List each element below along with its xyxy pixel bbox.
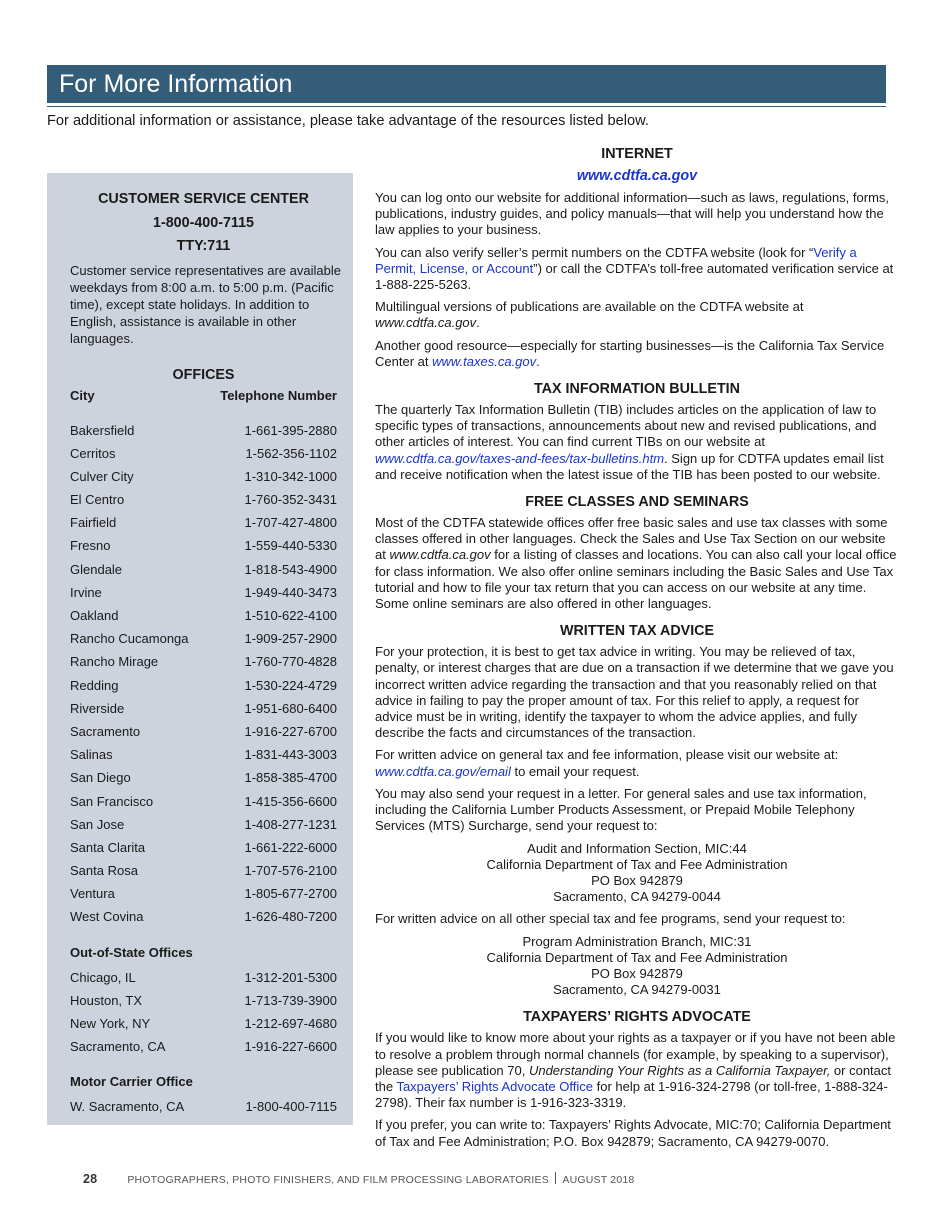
text-span: You can also verify seller’s permit numbers on the CDTFA website (look for “ — [375, 244, 814, 260]
office-city: Ventura — [70, 886, 115, 902]
office-phone: 1-713-739-3900 — [244, 992, 337, 1008]
publication-name: PHOTOGRAPHERS, PHOTO FINISHERS, AND FILM PROCESSING LABORATORIES — [127, 1174, 549, 1186]
out-of-state-list — [70, 966, 337, 1059]
text-span: ”) or call the CDTFA’s toll-free automated verification service at 1-888-225-5263. — [375, 260, 894, 293]
office-row — [70, 558, 337, 581]
office-city: Rancho Mirage — [70, 654, 159, 670]
tib-paragraph — [375, 402, 899, 483]
office-phone: 1-858-385-4700 — [244, 770, 337, 786]
classes-paragraph — [375, 515, 899, 612]
office-city: Santa Rosa — [70, 863, 138, 879]
address-line: California Department of Tax and Fee Administration — [486, 856, 788, 872]
office-city: Riverside — [70, 700, 125, 716]
office-phone: 1-559-440-5330 — [244, 538, 337, 554]
office-row — [70, 813, 337, 836]
tax-bulletins-link[interactable]: www.cdtfa.ca.gov/taxes-and-fees/tax-bulletins.htm — [375, 450, 665, 466]
office-row — [70, 627, 337, 650]
office-phone: 1-800-400-7115 — [245, 1099, 337, 1115]
office-phone: 1-562-356-1102 — [245, 445, 337, 461]
publication-date: AUGUST 2018 — [562, 1174, 635, 1186]
office-row — [70, 442, 337, 465]
text-span: . Sign up for CDTFA updates email list and receive notification when the latest issue of the TIB has been posted to our website. — [375, 450, 884, 482]
office-row — [70, 465, 337, 488]
page-number: 28 — [83, 1172, 98, 1186]
office-city: Fairfield — [70, 515, 117, 531]
office-phone: 1-707-427-4800 — [244, 515, 337, 531]
office-row — [70, 488, 337, 511]
office-phone: 1-760-770-4828 — [244, 654, 337, 670]
written-paragraph-4: For written advice on all other special tax and fee programs, send your request to: — [375, 911, 846, 927]
office-phone: 1-949-440-3473 — [244, 584, 337, 600]
office-city: Bakersfield — [70, 422, 135, 438]
column-header-city: City — [70, 387, 95, 403]
sidebar-panel — [47, 173, 353, 1125]
written-paragraph-2 — [375, 747, 899, 779]
office-row — [70, 836, 337, 859]
written-paragraph-1: For your protection, it is best to get tax advice in writing. You may be relieved of tax, penalty, or interest charges that are due on a transaction if we determine that we gave you incorrect written advice regarding the transaction and that you reasonably relied on that advice in failing to pay the proper amount of tax. For this relief to apply, a request for advice must be in writing, identify the taxpayer to whom the advice applies, and fully describe the facts and circumstances of the transaction. — [375, 644, 894, 741]
internet-paragraph-4 — [375, 338, 899, 370]
office-row — [70, 766, 337, 789]
office-phone: 1-916-227-6600 — [244, 1039, 337, 1055]
office-row — [70, 882, 337, 905]
motor-carrier-list — [70, 1095, 337, 1118]
office-city: Glendale — [70, 561, 123, 577]
address-line: Sacramento, CA 94279-0044 — [553, 889, 721, 905]
office-phone: 1-415-356-6600 — [244, 793, 337, 809]
page-footer — [83, 1172, 634, 1186]
text-span: Another good resource—especially for starting businesses—is the California Tax Service Center at — [375, 337, 885, 369]
office-city: Cerritos — [70, 445, 116, 461]
address-block-program — [375, 934, 899, 999]
office-row — [70, 511, 337, 534]
office-phone: 1-760-352-3431 — [244, 492, 337, 508]
office-row — [70, 989, 337, 1012]
motor-carrier-title: Motor Carrier Office — [70, 1074, 193, 1090]
office-city: Sacramento, CA — [70, 1039, 166, 1055]
office-row — [70, 674, 337, 697]
office-phone: 1-212-697-4680 — [244, 1016, 337, 1031]
address-line: Program Administration Branch, MIC:31 — [522, 933, 752, 949]
office-city: Chicago, IL — [70, 969, 136, 985]
text-span: If you would like to know more about your rights as a taxpayer or if you have not been able to resolve a problem through normal channels (for example, by speaking to a supervisor), please see publication 70, — [375, 1030, 896, 1078]
office-phone: 1-951-680-6400 — [244, 700, 337, 716]
office-city: San Jose — [70, 816, 125, 832]
office-row — [70, 1035, 337, 1058]
text-span: For written advice on general tax and fee information, please visit our website at: — [375, 747, 839, 763]
office-row — [70, 604, 337, 627]
text-span: . — [476, 315, 480, 331]
office-phone: 1-312-201-5300 — [244, 969, 337, 985]
office-city: Fresno — [70, 538, 111, 554]
taxes-ca-gov-link[interactable]: www.taxes.ca.gov — [432, 353, 537, 369]
office-row — [70, 697, 337, 720]
website-text: www.cdtfa.ca.gov — [375, 315, 477, 331]
office-city: West Covina — [70, 909, 144, 925]
csc-tty: TTY:711 — [176, 238, 231, 254]
csc-phone: 1-800-400-7115 — [153, 214, 254, 231]
office-city: San Francisco — [70, 793, 154, 809]
header-divider — [47, 106, 886, 107]
verify-permit-link[interactable]: Verify a Permit, License, or Account — [375, 244, 857, 276]
office-row — [70, 966, 337, 989]
page-title: For More Information — [47, 65, 886, 103]
address-line: PO Box 942879 — [591, 965, 683, 981]
address-block-audit — [375, 841, 899, 906]
office-row — [70, 859, 337, 882]
email-request-link[interactable]: www.cdtfa.ca.gov/email — [375, 763, 511, 779]
office-phone: 1-805-677-2700 — [244, 886, 337, 902]
text-span: The quarterly Tax Information Bulletin (TIB) includes articles on the application of law to specific types of transactions, announcements about new and revised publications, and other articles of interest. You can find current TIBs on our website at — [375, 402, 877, 450]
office-row — [70, 650, 337, 673]
office-row — [70, 534, 337, 557]
office-row — [70, 1095, 337, 1118]
office-phone: 1-408-277-1231 — [244, 816, 337, 832]
office-city: Culver City — [70, 468, 134, 484]
advocate-paragraph-1 — [375, 1030, 899, 1111]
office-row — [70, 905, 337, 928]
office-city: Rancho Cucamonga — [70, 631, 189, 647]
office-city: San Diego — [70, 770, 131, 786]
text-span: Multilingual versions of publications are available on the CDTFA website at — [375, 299, 804, 315]
office-city: El Centro — [70, 492, 125, 508]
csc-title: CUSTOMER SERVICE CENTER — [98, 191, 309, 207]
office-phone: 1-530-224-4729 — [244, 677, 337, 693]
office-phone: 1-707-576-2100 — [244, 863, 337, 879]
column-header-phone: Telephone Number — [220, 387, 337, 403]
office-row — [70, 419, 337, 442]
out-of-state-title: Out-of-State Offices — [70, 944, 193, 960]
address-line: Sacramento, CA 94279-0031 — [553, 982, 721, 998]
internet-paragraph-3 — [375, 299, 899, 331]
text-span: for a listing of classes and locations. You can also call your local office for class information. We also offer online seminars including the Basic Sales and Use Tax tutorial and how to file your tax return that you can access on our website at any time. Some online seminars are also offered in other languages. — [375, 547, 897, 612]
written-paragraph-3: You may also send your request in a letter. For general sales and use tax information, including the California Lumber Products Assessment, or Prepaid Mobile Telephony Services (MTS) Surcharge, send your request to: — [375, 785, 867, 834]
office-row — [70, 720, 337, 743]
offices-list — [70, 419, 337, 929]
office-phone: 1-661-222-6000 — [244, 839, 337, 855]
offices-title: OFFICES — [172, 366, 235, 383]
internet-title: INTERNET — [601, 146, 673, 162]
office-phone: 1-818-543-4900 — [244, 561, 337, 577]
footer-separator — [555, 1172, 557, 1184]
text-span: . — [536, 353, 540, 369]
office-city: Sacramento — [70, 723, 141, 739]
classes-title: FREE CLASSES AND SEMINARS — [525, 494, 749, 511]
office-phone: 1-626-480-7200 — [244, 909, 337, 925]
office-phone: 1-661-395-2880 — [244, 422, 337, 438]
office-row — [70, 581, 337, 604]
text-span: or contact the — [375, 1062, 892, 1094]
advocate-title: TAXPAYERS’ RIGHTS ADVOCATE — [523, 1009, 751, 1026]
office-phone: 1-510-622-4100 — [244, 608, 337, 623]
publication-title: Understanding Your Rights as a California Taxpayer, — [528, 1062, 831, 1078]
advocate-paragraph-2: If you prefer, you can write to: Taxpayers’ Rights Advocate, MIC:70; California Department of Tax and Fee Administration; P.O. Box 942879; Sacramento, CA 94279-0070. — [375, 1117, 891, 1149]
address-line: PO Box 942879 — [591, 872, 683, 888]
office-city: Oakland — [70, 608, 119, 623]
website-link[interactable]: www.cdtfa.ca.gov — [576, 168, 698, 184]
office-city: W. Sacramento, CA — [70, 1099, 185, 1115]
office-city: Salinas — [70, 747, 113, 763]
office-city: Santa Clarita — [70, 839, 146, 855]
office-phone: 1-310-342-1000 — [244, 468, 337, 484]
advocate-office-link[interactable]: Taxpayers’ Rights Advocate Office — [396, 1078, 593, 1094]
tib-title: TAX INFORMATION BULLETIN — [534, 381, 740, 398]
office-phone: 1-831-443-3003 — [244, 747, 337, 763]
text-span: Most of the CDTFA statewide offices offer free basic sales and use tax classes with some classes offered in other languages. Check the Sales and Use Tax Section on our website at — [375, 515, 888, 563]
office-phone: 1-909-257-2900 — [244, 631, 337, 647]
internet-paragraph-2 — [375, 245, 899, 294]
website-text: www.cdtfa.ca.gov — [389, 547, 491, 563]
office-city: Redding — [70, 677, 119, 693]
office-city: Houston, TX — [70, 992, 143, 1008]
address-line: Audit and Information Section, MIC:44 — [527, 840, 747, 856]
text-span: to email your request. — [510, 763, 640, 779]
main-content — [375, 145, 899, 1156]
office-city: New York, NY — [70, 1016, 151, 1031]
intro-text: For additional information or assistance, please take advantage of the resources listed below. — [47, 113, 649, 129]
address-line: California Department of Tax and Fee Administration — [486, 949, 788, 965]
csc-description: Customer service representatives are available weekdays from 8:00 a.m. to 5:00 p.m. (Pacific time), except state holidays. In addition to English, assistance is available in other languages. — [70, 262, 341, 346]
office-row — [70, 743, 337, 766]
written-advice-title: WRITTEN TAX ADVICE — [559, 623, 715, 640]
office-row — [70, 1012, 337, 1035]
office-city: Irvine — [70, 584, 102, 600]
offices-table-header — [70, 387, 337, 405]
office-row — [70, 790, 337, 813]
internet-paragraph-1: You can log onto our website for additional information—such as laws, regulations, forms, publications, industry guides, and policy manuals—that will help you understand how the law applies to your business. — [375, 190, 890, 238]
text-span: for help at 1-916-324-2798 (or toll-free, 1-888-324-2798). Their fax number is 1-916-323-3319. — [375, 1078, 888, 1111]
office-phone: 1-916-227-6700 — [244, 723, 337, 739]
